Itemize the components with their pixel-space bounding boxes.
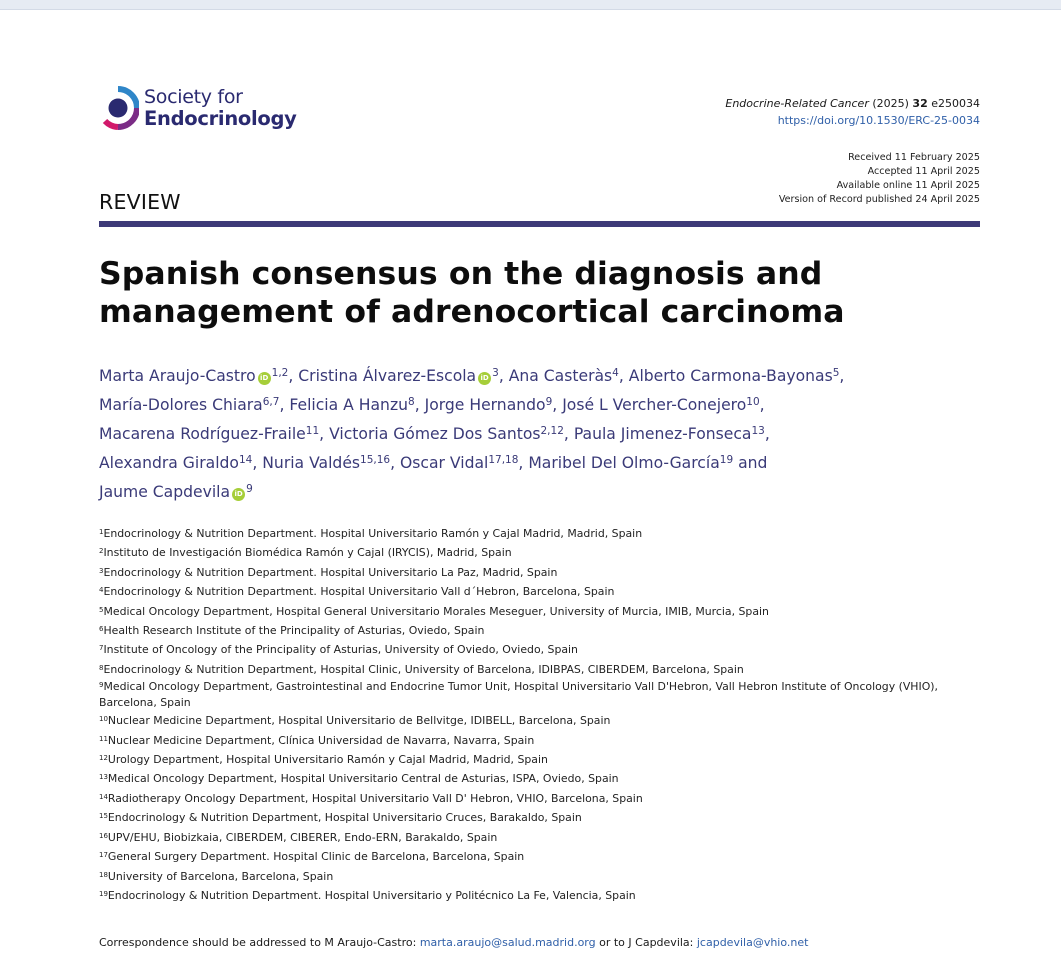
orcid-icon[interactable]: iD	[258, 372, 271, 385]
affiliation-number: 15	[99, 812, 108, 821]
browser-top-bar	[0, 0, 1061, 10]
author-affiliation-ref: 8	[408, 396, 415, 408]
affiliation-item	[99, 886, 989, 905]
affiliation-number: 5	[99, 605, 104, 614]
author-separator: ,	[319, 425, 330, 443]
author-name[interactable]: Victoria Gómez Dos Santos	[329, 425, 541, 443]
author-and: and	[733, 454, 768, 472]
author-name[interactable]: Alexandra Giraldo	[99, 454, 239, 472]
affiliation-item	[99, 769, 989, 788]
author-name[interactable]: Marta Araujo-Castro	[99, 367, 256, 385]
affiliation-item	[99, 867, 989, 886]
author-separator: ,	[498, 367, 509, 385]
author-name[interactable]: Maribel Del Olmo-García	[528, 454, 720, 472]
affiliation-item	[99, 602, 989, 621]
author-separator: ,	[288, 367, 299, 385]
article-title-line-1: Spanish consensus on the diagnosis and	[99, 256, 823, 292]
author-name[interactable]: Jorge Hernando	[424, 396, 546, 414]
author-affiliation-ref: 6,7	[262, 396, 280, 408]
affiliation-item	[99, 731, 989, 750]
author-name[interactable]: Nuria Valdés	[262, 454, 361, 472]
journal-citation-line	[725, 95, 980, 112]
journal-citation	[725, 95, 980, 129]
affiliation-number: 14	[99, 792, 108, 801]
author-separator: ,	[759, 396, 765, 414]
affiliation-number: 6	[99, 625, 104, 634]
affiliation-item	[99, 679, 989, 711]
affiliation-text: Instituto de Investigación Biomédica Ramón y Cajal (IRYCIS), Madrid, Spain	[103, 546, 512, 560]
author-name[interactable]: Macarena Rodríguez-Fraile	[99, 425, 306, 443]
header-rule	[99, 221, 980, 227]
author-separator: ,	[839, 367, 845, 385]
author-separator: ,	[552, 396, 563, 414]
author-affiliation-ref: 13	[751, 425, 765, 437]
author-affiliation-ref: 9	[545, 396, 553, 408]
author-separator: ,	[279, 396, 290, 414]
author-affiliation-ref: 19	[719, 454, 734, 466]
article-title	[99, 255, 979, 331]
affiliation-item	[99, 524, 989, 543]
affiliation-text: University of Barcelona, Barcelona, Spain	[107, 869, 334, 883]
journal-volume: 32	[912, 97, 928, 110]
author-separator: ,	[618, 367, 629, 385]
affiliation-text: Endocrinology & Nutrition Department, Hospital Clinic, University of Barcelona, IDIBPAS, CIBERDEM, Barcelona, Spain	[103, 662, 744, 676]
affiliation-number: 10	[99, 715, 108, 724]
author-affiliation-ref: 17,18	[488, 454, 519, 466]
affiliation-text: Medical Oncology Department, Gastrointestinal and Endocrine Tumor Unit, Hospital Universitario Vall D'Hebron, Vall Hebron Institute of Oncology (VHIO),	[103, 680, 938, 694]
author-affiliation-ref: 5	[832, 367, 840, 379]
logo-line-1: Society for	[144, 86, 243, 108]
affiliation-number: 4	[99, 586, 104, 595]
author-name[interactable]: Felicia A Hanzu	[289, 396, 409, 414]
publication-dates	[779, 151, 980, 207]
journal-year: (2025)	[872, 97, 909, 110]
article-title-line-2: management of adrenocortical carcinoma	[99, 294, 845, 330]
affiliation-text: Medical Oncology Department, Hospital Universitario Central de Asturias, ISPA, Oviedo, Spain	[107, 772, 619, 786]
author-affiliation-ref: 2,12	[540, 425, 564, 437]
affiliation-number: 7	[99, 644, 104, 653]
affiliation-number: 8	[99, 663, 104, 672]
affiliation-item	[99, 640, 989, 659]
affiliation-item	[99, 750, 989, 769]
logo-line-2: Endocrinology	[144, 107, 297, 130]
affiliation-text: Endocrinology & Nutrition Department. Hospital Universitario y Politécnico La Fe, Valencia, Spain	[107, 888, 636, 902]
affiliation-text-continued: Barcelona, Spain	[99, 696, 191, 710]
affiliation-text: Endocrinology & Nutrition Department, Hospital Universitario Cruces, Barakaldo, Spain	[107, 811, 582, 825]
author-affiliation-ref: 14	[238, 454, 253, 466]
society-logo[interactable]	[99, 81, 297, 135]
author-separator: ,	[518, 454, 529, 472]
affiliation-text: Radiotherapy Oncology Department, Hospital Universitario Vall D' Hebron, VHIO, Barcelona, Spain	[107, 791, 643, 805]
affiliation-item	[99, 543, 989, 562]
author-separator: ,	[414, 396, 425, 414]
author-name[interactable]: Cristina Álvarez-Escola	[298, 367, 477, 385]
affiliation-item	[99, 789, 989, 808]
orcid-icon[interactable]: iD	[232, 488, 245, 501]
author-name[interactable]: Jaume Capdevila	[99, 483, 231, 501]
affiliation-text: Urology Department, Hospital Universitario Ramón y Cajal Madrid, Madrid, Spain	[107, 753, 548, 767]
author-name[interactable]: José L Vercher-Conejero	[562, 396, 747, 414]
author-name[interactable]: Paula Jimenez-Fonseca	[573, 425, 752, 443]
affiliation-number: 11	[99, 734, 108, 743]
email-link-araujo[interactable]: marta.araujo@salud.madrid.org	[419, 936, 596, 949]
affiliation-text: Endocrinology & Nutrition Department. Hospital Universitario Vall d´Hebron, Barcelona, Spain	[103, 585, 615, 599]
author-list	[99, 362, 979, 507]
author-name[interactable]: Alberto Carmona-Bayonas	[628, 367, 833, 385]
correspondence-line	[99, 936, 808, 949]
author-name[interactable]: Oscar Vidal	[400, 454, 489, 472]
affiliation-item	[99, 563, 989, 582]
author-name[interactable]: María-Dolores Chiara	[99, 396, 263, 414]
affiliation-number: 3	[99, 566, 104, 575]
affiliation-text: Medical Oncology Department, Hospital General Universitario Morales Meseguer, University of Murcia, IMIB, Murcia, Spain	[103, 604, 769, 618]
affiliation-item	[99, 582, 989, 601]
author-separator: ,	[764, 425, 770, 443]
author-affiliation-ref: 9	[246, 483, 253, 495]
affiliation-text: General Surgery Department. Hospital Clinic de Barcelona, Barcelona, Spain	[107, 850, 525, 864]
author-affiliation-ref: 4	[612, 367, 619, 379]
affiliation-item	[99, 621, 989, 640]
affiliation-number: 18	[99, 870, 108, 879]
affiliation-item	[99, 660, 989, 679]
doi-link[interactable]: https://doi.org/10.1530/ERC-25-0034	[777, 114, 980, 127]
correspondence-prefix: Correspondence should be addressed to M Araujo-Castro:	[99, 936, 420, 949]
section-label: REVIEW	[99, 190, 181, 214]
affiliation-list	[99, 524, 989, 905]
affiliation-item	[99, 847, 989, 866]
affiliation-number: 12	[99, 754, 108, 763]
author-affiliation-ref: 1,2	[271, 367, 289, 379]
author-separator: ,	[563, 425, 574, 443]
affiliation-text: Nuclear Medicine Department, Hospital Universitario de Bellvitge, IDIBELL, Barcelona, Spain	[107, 714, 611, 728]
date-available-online: Available online 11 April 2025	[836, 180, 980, 191]
affiliation-text: Endocrinology & Nutrition Department. Hospital Universitario La Paz, Madrid, Spain	[103, 565, 558, 579]
society-logo-text	[144, 87, 297, 129]
affiliation-text: Endocrinology & Nutrition Department. Hospital Universitario Ramón y Cajal Madrid, Madrid, Spain	[103, 527, 643, 540]
affiliation-text: Health Research Institute of the Principality of Asturias, Oviedo, Spain	[103, 624, 485, 638]
affiliation-number: 9	[99, 681, 104, 690]
affiliation-number: 13	[99, 773, 108, 782]
affiliation-item	[99, 711, 989, 730]
orcid-icon[interactable]: iD	[478, 372, 491, 385]
author-separator: ,	[390, 454, 401, 472]
author-affiliation-ref: 3	[492, 367, 499, 379]
author-separator: ,	[252, 454, 263, 472]
author-affiliation-ref: 15,16	[360, 454, 391, 466]
date-received: Received 11 February 2025	[848, 152, 980, 163]
author-name[interactable]: Ana Casteràs	[508, 367, 613, 385]
affiliation-number: 2	[99, 547, 104, 556]
affiliation-number: 19	[99, 889, 108, 898]
email-link-capdevila[interactable]: jcapdevila@vhio.net	[696, 936, 809, 949]
affiliation-text: Institute of Oncology of the Principality of Asturias, University of Oviedo, Oviedo, Spain	[103, 643, 578, 657]
date-accepted: Accepted 11 April 2025	[867, 166, 980, 177]
journal-article-number: e250034	[931, 97, 980, 110]
author-affiliation-ref: 10	[746, 396, 760, 408]
affiliation-number: 1	[99, 528, 104, 536]
correspondence-middle: or to J Capdevila:	[595, 936, 697, 949]
affiliation-text: UPV/EHU, Biobizkaia, CIBERDEM, CIBERER, Endo-ERN, Barakaldo, Spain	[107, 830, 498, 844]
affiliation-text: Nuclear Medicine Department, Clínica Universidad de Navarra, Navarra, Spain	[107, 733, 535, 747]
society-logo-icon	[99, 81, 139, 135]
affiliation-item	[99, 828, 989, 847]
date-version-of-record: Version of Record published 24 April 2025	[778, 194, 980, 205]
journal-name: Endocrine-Related Cancer	[725, 97, 869, 110]
affiliation-number: 17	[99, 851, 108, 860]
affiliation-item	[99, 808, 989, 827]
affiliation-number: 16	[99, 831, 108, 840]
author-affiliation-ref: 11	[305, 425, 320, 437]
